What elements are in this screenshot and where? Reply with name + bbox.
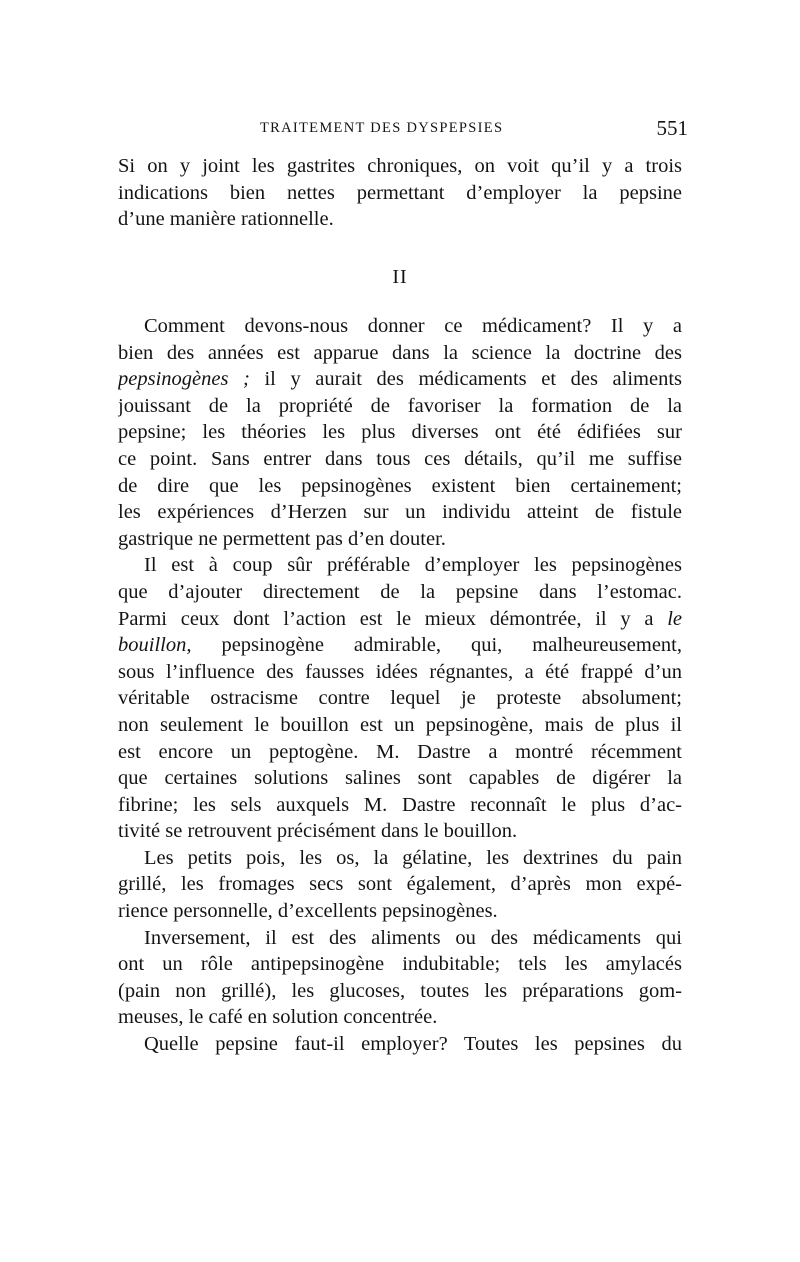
text-line: Si on y joint les gastrites chroniques, on voit qu’il y a trois — [118, 155, 682, 177]
text-line: tivité se retrouvent précisément dans le bouillon. — [118, 820, 518, 843]
text-line: meuses, le café en solution concentrée. — [118, 1006, 438, 1029]
text-line: est encore un peptogène. M. Dastre a montré récemment — [118, 740, 682, 763]
text-line: rience personnelle, d’excellents pepsinogènes. — [118, 900, 498, 923]
text-line: (pain non grillé), les glucoses, toutes les préparations gom- — [118, 979, 682, 1002]
text-run: pepsinogène admirable, qui, malheureusement, — [191, 634, 682, 657]
text-line: Les petits pois, les os, la gélatine, les dextrines du pain — [144, 846, 682, 869]
intro-paragraph — [118, 153, 682, 233]
text-line: ce point. Sans entrer dans tous ces détails, qu’il me suffise — [118, 447, 682, 470]
text-line: que certaines solutions salines sont capables de digérer la — [118, 767, 682, 790]
text-line: gastrique ne permettent pas d’en douter. — [118, 527, 446, 550]
text-line: ont un rôle antipepsinogène indubitable; tels les amylacés — [118, 953, 682, 976]
text-line: Il est à coup sûr préférable d’employer les pepsinogènes — [144, 554, 682, 577]
text-line: Comment devons-nous donner ce médicament? Il y a — [144, 315, 682, 337]
text-line: que d’ajouter directement de la pepsine dans l’estomac. — [118, 580, 682, 603]
text-line: bien des années est apparue dans la science la doctrine des — [118, 341, 682, 364]
running-head — [260, 118, 688, 142]
text-line — [118, 366, 682, 393]
text-line: non seulement le bouillon est un pepsinogène, mais de plus il — [118, 713, 682, 736]
section-heading: II — [392, 266, 408, 288]
main-text — [118, 313, 682, 1058]
text-line: de dire que les pepsinogènes existent bien certainement; — [118, 474, 682, 497]
italic-term: pepsinogènes ; — [118, 368, 250, 391]
text-line: d’une manière rationnelle. — [118, 208, 334, 231]
text-line — [118, 606, 682, 633]
italic-term: le — [667, 607, 682, 630]
text-line: indications bien nettes permettant d’employer la pepsine — [118, 181, 682, 204]
text-line: jouissant de la propriété de favoriser la formation de la — [118, 394, 682, 417]
text-line: grillé, les fromages secs sont également, d’après mon expé- — [118, 873, 682, 896]
text-line: sous l’influence des fausses idées régnantes, a été frappé d’un — [118, 660, 682, 683]
text-line: les expériences d’Herzen sur un individu atteint de fistule — [118, 501, 682, 524]
text-run: il y aurait des médicaments et des aliments — [249, 368, 682, 391]
text-line: Inversement, il est des aliments ou des médicaments qui — [144, 926, 682, 949]
italic-term: bouillon, — [118, 634, 192, 657]
text-line: véritable ostracisme contre lequel je proteste absolument; — [118, 687, 682, 710]
text-line: Quelle pepsine faut-il employer? Toutes les pepsines du — [144, 1033, 682, 1056]
text-line: fibrine; les sels auxquels M. Dastre reconnaît le plus d’ac- — [118, 793, 682, 816]
text-run: Parmi ceux dont l’action est le mieux démontrée, il y a — [118, 607, 668, 630]
page-number: 551 — [656, 116, 688, 140]
text-line — [118, 632, 682, 659]
text-line: pepsine; les théories les plus diverses ont été édifiées sur — [118, 421, 682, 444]
running-title: TRAITEMENT DES DYSPEPSIES — [260, 120, 504, 136]
